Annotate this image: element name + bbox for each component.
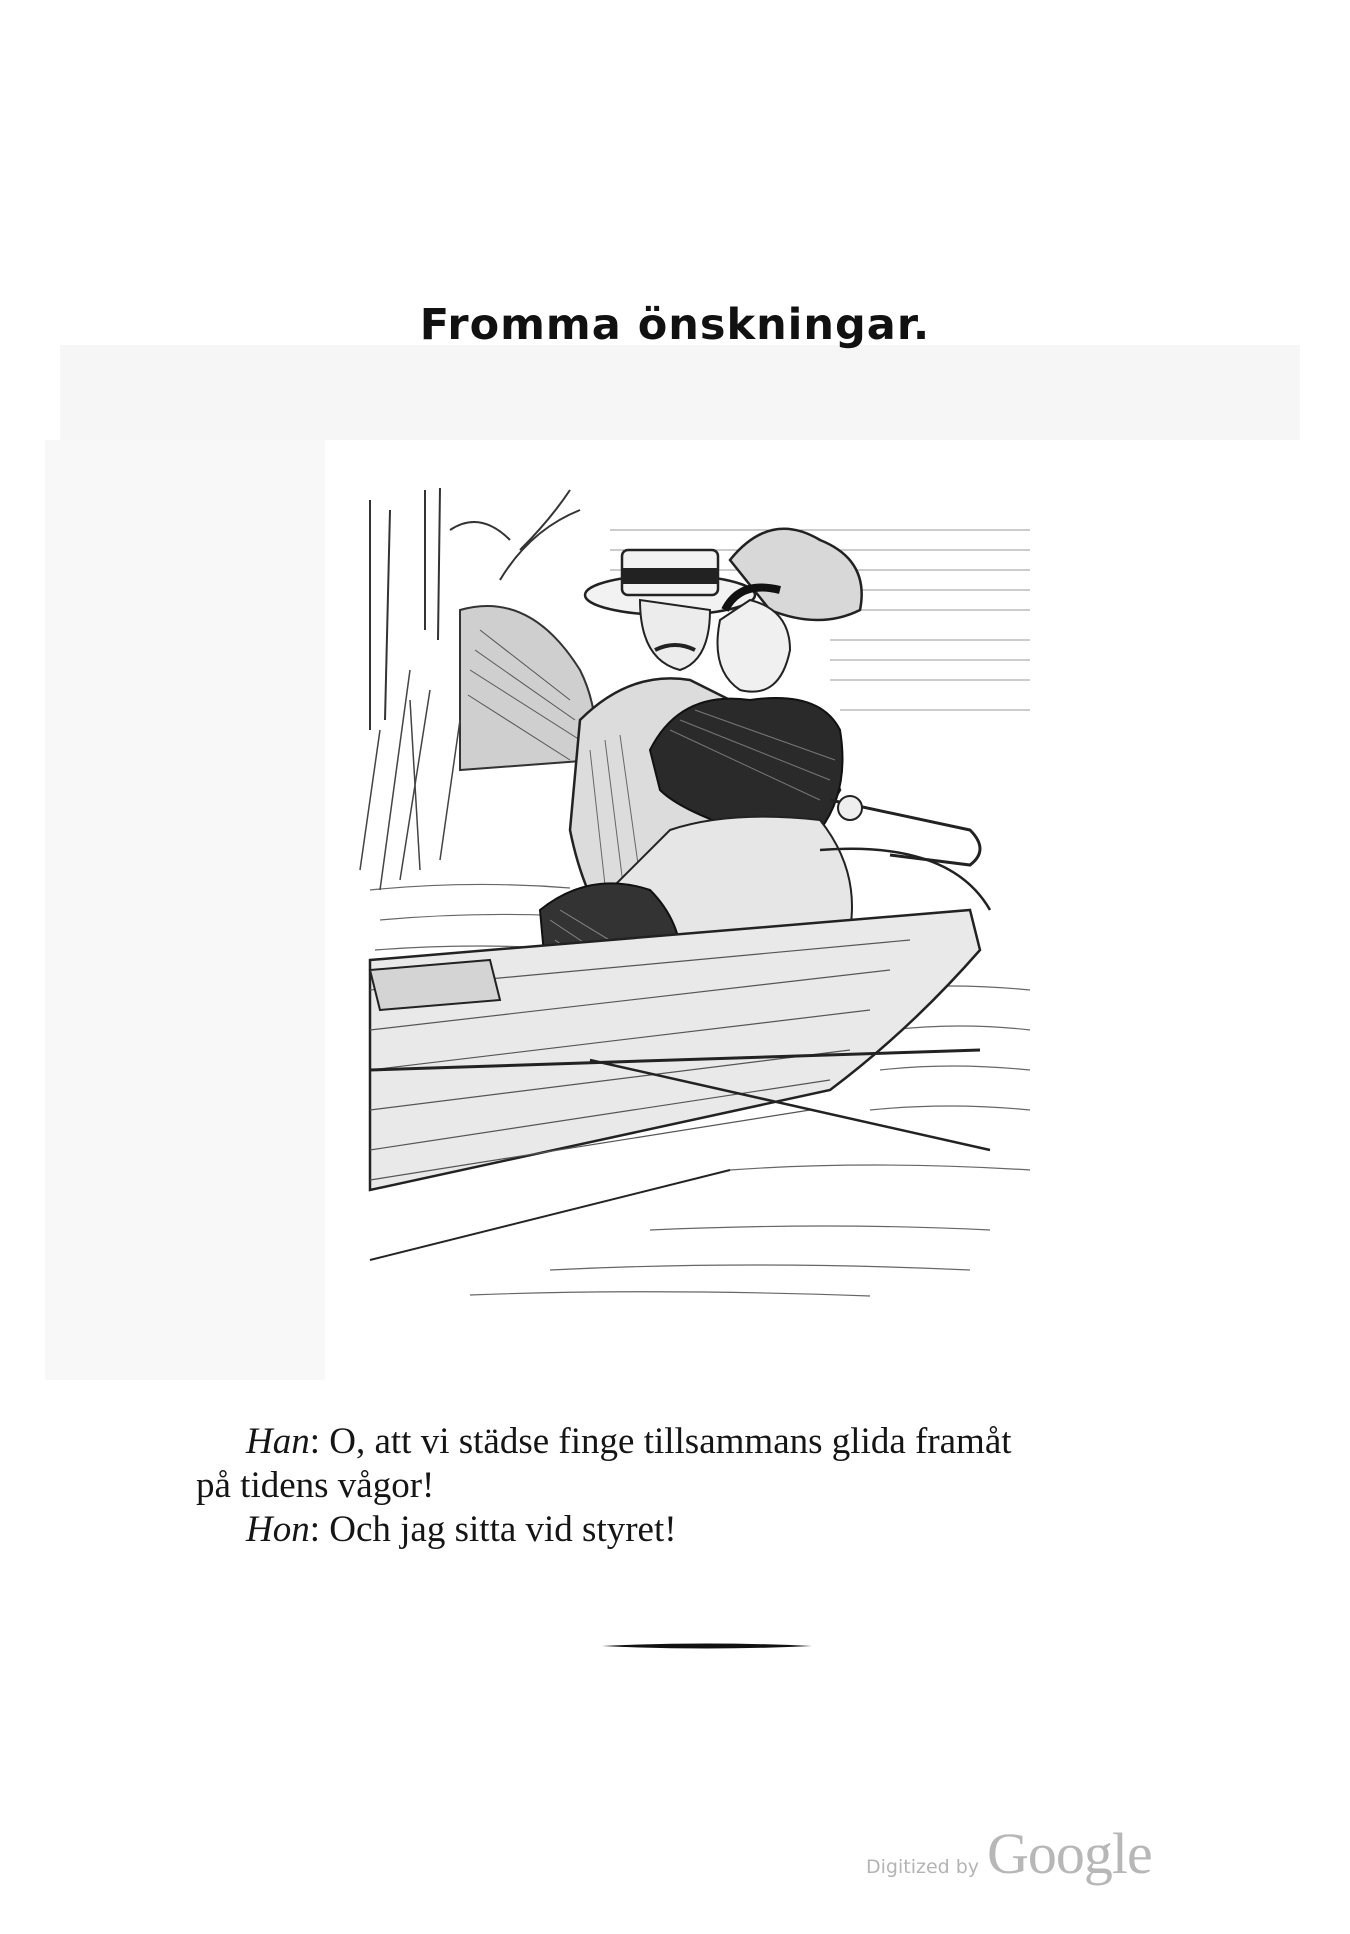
digitized-watermark (866, 1820, 1152, 1886)
hon-line-text: : Och jag sitta vid styret! (309, 1509, 677, 1550)
dialogue-line-hon (196, 1508, 1216, 1552)
ornamental-rule (602, 1642, 812, 1650)
scan-shading-top (60, 345, 1300, 440)
dialogue-line-han (196, 1420, 1216, 1464)
engraving-illustration (350, 470, 1050, 1310)
dialogue-line-continued: på tidens vågor! (196, 1465, 435, 1506)
speaker-hon: Hon (246, 1509, 310, 1550)
scan-shading-side (45, 440, 325, 1380)
dialogue-text (196, 1420, 1216, 1552)
page-title: Fromma önskningar. (419, 300, 931, 350)
digitized-by-text: Digitized by (866, 1856, 980, 1878)
han-line-text: : O, att vi städse finge tillsammans glida framåt (309, 1421, 1012, 1462)
google-logo: Google (987, 1821, 1152, 1886)
speaker-han: Han (246, 1421, 310, 1462)
